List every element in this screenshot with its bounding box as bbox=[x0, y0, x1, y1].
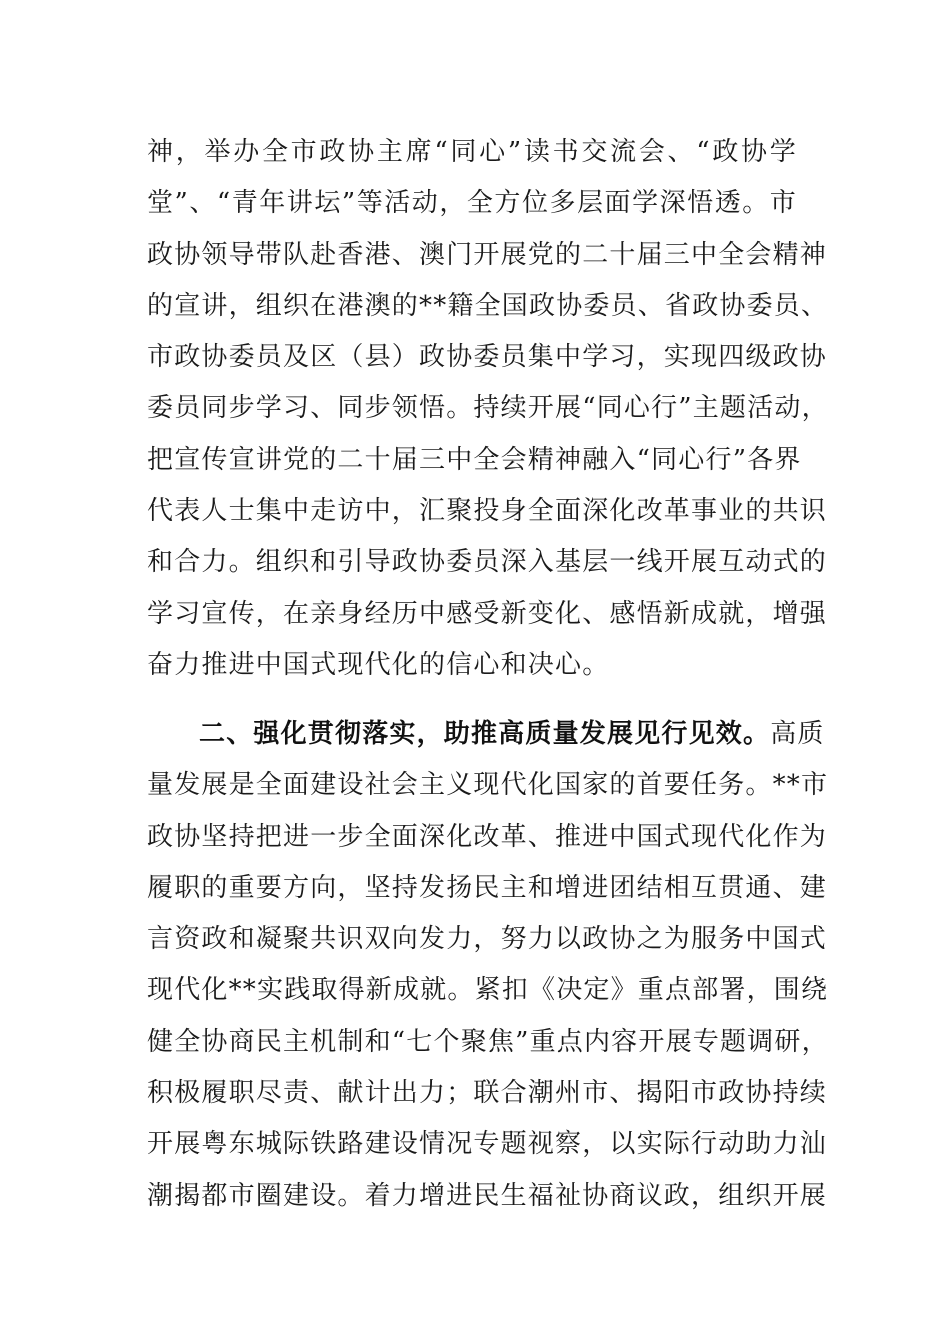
paragraph-1 bbox=[147, 127, 829, 691]
paragraph-1-line: 学习宣传，在亲身经历中感受新变化、感悟新成就，增强 bbox=[147, 598, 828, 629]
paragraph-2-line: 量发展是全面建设社会主义现代化国家的首要任务。**市 bbox=[147, 770, 829, 801]
paragraph-1-line: 的宣讲，组织在港澳的**籍全国政协委员、省政协委员、 bbox=[147, 290, 829, 321]
paragraph-1-line: 把宣传宣讲党的二十届三中全会精神融入“同心行”各界 bbox=[147, 444, 802, 475]
paragraph-2-line: 积极履职尽责、献计出力；联合潮州市、揭阳市政协持续 bbox=[147, 1078, 828, 1109]
paragraph-1-line: 神，举办全市政协主席“同心”读书交流会、“政协学 bbox=[147, 137, 797, 167]
paragraph-2-first-line-text: 高质 bbox=[770, 719, 825, 749]
paragraph-2-first-line bbox=[147, 709, 825, 760]
paragraph-2 bbox=[147, 709, 829, 1222]
paragraph-2-line: 开展粤东城际铁路建设情况专题视察，以实际行动助力汕 bbox=[147, 1129, 828, 1160]
paragraph-2-line: 健全协商民主机制和“七个聚焦”重点内容开展专题调研， bbox=[147, 1026, 829, 1057]
paragraph-2-line: 潮揭都市圈建设。着力增进民生福祉协商议政，组织开展 bbox=[147, 1180, 828, 1211]
paragraph-1-line: 市政协委员及区（县）政协委员集中学习，实现四级政协 bbox=[147, 342, 828, 373]
paragraph-2-line: 履职的重要方向，坚持发扬民主和增进团结相互贯通、建 bbox=[147, 872, 828, 903]
paragraph-1-line: 代表人士集中走访中，汇聚投身全面深化改革事业的共识 bbox=[147, 496, 828, 527]
paragraph-2-line: 现代化**实践取得新成就。紧扣《决定》重点部署，围绕 bbox=[147, 975, 829, 1006]
paragraph-1-last-line: 奋力推进中国式现代化的信心和决心。 bbox=[147, 649, 610, 680]
paragraph-1-line: 堂”、“青年讲坛”等活动，全方位多层面学深悟透。市 bbox=[147, 188, 797, 219]
paragraph-1-line: 和合力。组织和引导政协委员深入基层一线开展互动式的 bbox=[147, 547, 828, 578]
section-heading: 二、强化贯彻落实，助推高质量发展见行见效。 bbox=[199, 719, 771, 749]
paragraph-1-line: 政协领导带队赴香港、澳门开展党的二十届三中全会精神 bbox=[147, 239, 828, 270]
paragraph-1-line: 委员同步学习、同步领悟。持续开展“同心行”主题活动， bbox=[147, 393, 829, 424]
paragraph-2-line: 言资政和凝聚共识双向发力，努力以政协之为服务中国式 bbox=[147, 924, 828, 955]
paragraph-2-line: 政协坚持把进一步全面深化改革、推进中国式现代化作为 bbox=[147, 821, 828, 852]
